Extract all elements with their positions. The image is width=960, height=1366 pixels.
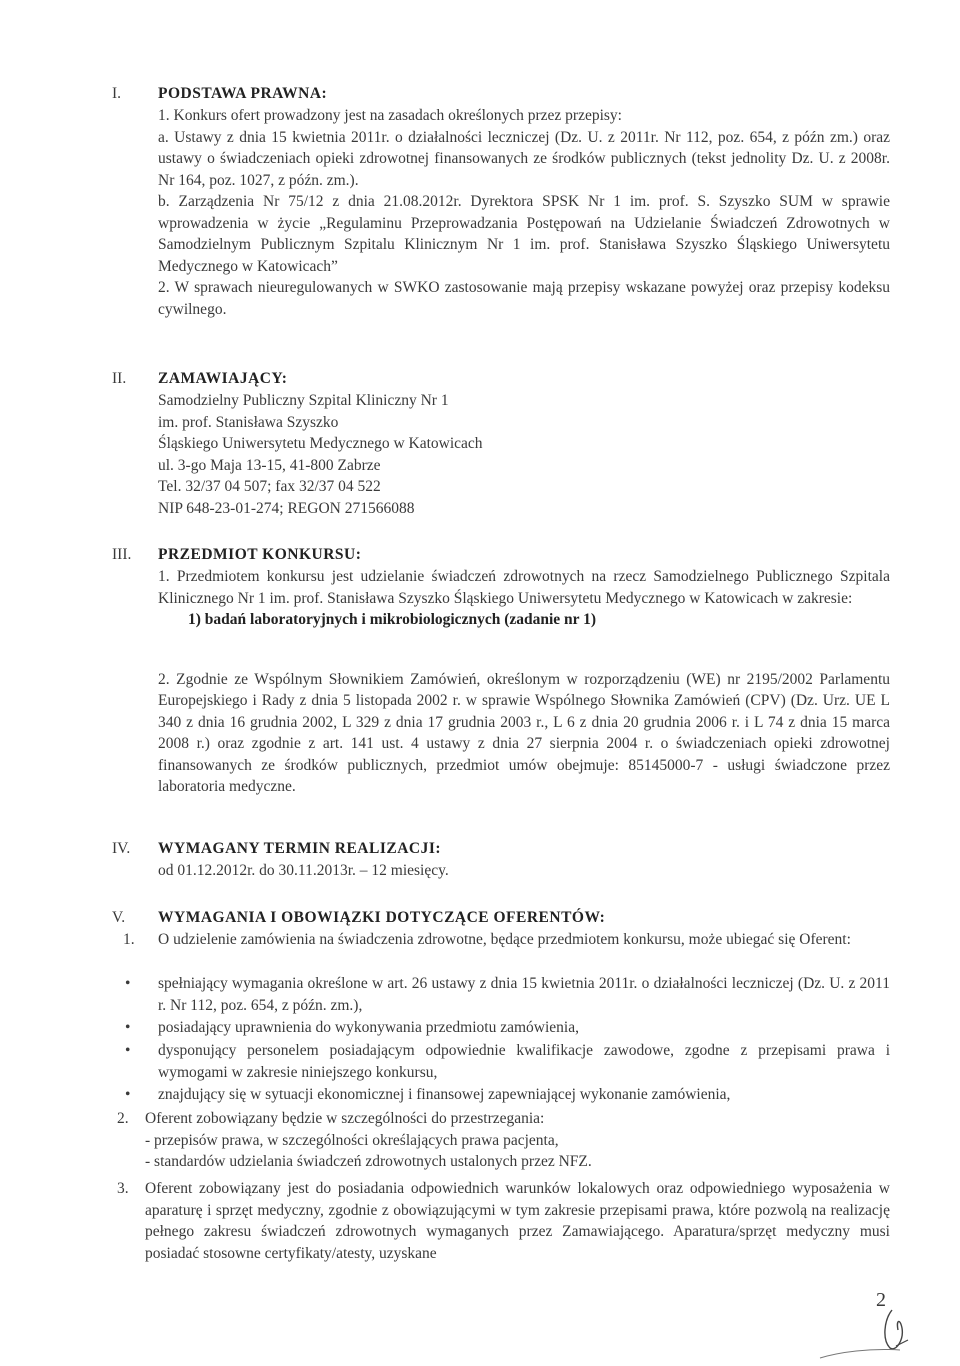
item-text: spełniający wymagania określone w art. 26 ustawy z dnia 15 kwietnia 2011r. o działalności leczniczej (Dz. U. z 2011 r. Nr 112, poz. 654, z późn. zm.), — [158, 975, 890, 1014]
list-item — [115, 1084, 890, 1106]
contact-line: NIP 648-23-01-274; REGON 271566088 — [158, 499, 415, 517]
item-text: znajdujący się w sytuacji ekonomicznej i finansowej zapewniającej wykonanie zamówienia, — [158, 1086, 731, 1103]
section-4-number: IV. — [112, 840, 131, 857]
section-5-heading: WYMAGANIA I OBOWIĄZKI DOTYCZĄCE OFERENTÓW: — [158, 909, 606, 926]
section-3-scope: 1) badań laboratoryjnych i mikrobiologicznych (zadanie nr 1) — [188, 611, 597, 628]
section-3-item-1: 1. Przedmiotem konkursu jest udzielanie świadczeń zdrowotnych na rzecz Samodzielnego Publicznego Szpitala Klinicznego Nr 1 im. prof. Stanisława Szyszko Śląskiego Uniwersytetu Medycznego w Katowicach w zakresie: — [158, 568, 890, 607]
section-5-number: V. — [112, 909, 126, 926]
section-1-body — [158, 105, 890, 320]
section-5-item-1 — [115, 929, 890, 951]
bullet: • — [125, 975, 131, 992]
section-1-number: I. — [112, 85, 122, 102]
list-item — [115, 1040, 890, 1083]
section-1-item-a: a. Ustawy z dnia 15 kwietnia 2011r. o działalności leczniczej (Dz. U. z 2011r. Nr 112, poz. 654, z późn zm.) oraz ustawy o świadczeniach opieki zdrowotnej finansowanych ze środków publicznych (tekst jednolity Dz. U. z 2008r. Nr 164, poz. 1027, z późn. zm.). — [158, 128, 890, 189]
contact-line: ul. 3-go Maja 13-15, 41-800 Zabrze — [158, 456, 381, 474]
section-3-body — [158, 566, 890, 798]
section-3-item-2: 2. Zgodnie ze Wspólnym Słownikiem Zamówień, określonym w rozporządzeniu (WE) nr 2195/2002 Parlamentu Europejskiego i Rady z dnia 5 listopada 2002 r. w sprawie Wspólnego Słownika Zamówień (CPV) (Dz. Urz. UE L 340 z dnia 16 grudnia 2002, L 329 z dnia 17 grudnia 2003 r., L 6 z dnia 20 grudnia 2006 r. i L 74 z dnia 15 marca 2008 r.) oraz zgodnie z art. 141 ust. 4 ustawy z dnia 27 sierpnia 2004 r. o świadczeniach opieki zdrowotnej finansowanych ze środków publicznych, przedmiot umów obejmuje: 85145000-7 - usługi świadczone przez laboratoria medyczne. — [158, 670, 890, 795]
section-1-item-b: b. Zarządzenia Nr 75/12 z dnia 21.08.2012r. Dyrektora SPSK Nr 1 im. prof. S. Szyszko SUM w sprawie wprowadzenia w życie „Regulaminu Przeprowadzania Postępowań na Udzielanie Świadczeń Zdrowotnych w Samodzielnym Publicznym Szpitalu Klinicznym Nr 1 im. prof. Stanisława Szyszko Śląskiego Uniwersytetu Medycznego w Katowicach” — [158, 193, 890, 275]
contact-line: im. prof. Stanisława Szyszko — [158, 413, 339, 431]
section-3-number: III. — [112, 546, 132, 563]
item-text: dysponujący personelem posiadającym odpowiednie kwalifikacje zawodowe, zgodne z przepisami prawa i wymogami w zakresie niniejszego konkursu, — [158, 1042, 890, 1081]
section-2-body — [158, 390, 890, 519]
contact-line: Samodzielny Publiczny Szpital Kliniczny Nr 1 — [158, 392, 449, 409]
section-4-body: od 01.12.2012r. do 30.11.2013r. – 12 miesięcy. — [158, 862, 449, 879]
list-item — [115, 1017, 890, 1039]
item-text: Oferent zobowiązany będzie w szczególności do przestrzegania: — [145, 1110, 545, 1127]
item-subline: - standardów udzielania świadczeń zdrowotnych ustalonych przez NFZ. — [145, 1153, 592, 1170]
item-number: 2. — [117, 1110, 129, 1127]
signature-icon — [800, 1300, 920, 1360]
section-1-item-2: 2. W sprawach nieuregulowanych w SWKO zastosowanie mają przepisy wskazane powyżej oraz przepisy kodeksu cywilnego. — [158, 279, 890, 318]
section-4-heading: WYMAGANY TERMIN REALIZACJI: — [158, 840, 442, 857]
item-text: O udzielenie zamówienia na świadczenia zdrowotne, będące przedmiotem konkursu, może ubiegać się Oferent: — [158, 931, 851, 948]
section-1-item-1: 1. Konkurs ofert prowadzony jest na zasadach określonych przez przepisy: — [158, 107, 622, 124]
item-text: posiadający uprawnienia do wykonywania przedmiotu zamówienia, — [158, 1019, 579, 1036]
bullet: • — [125, 1019, 131, 1036]
bullet: • — [125, 1086, 131, 1103]
item-number: 3. — [117, 1180, 129, 1197]
bullet: • — [125, 1042, 131, 1059]
section-5-item-3 — [115, 1178, 890, 1264]
item-subline: - przepisów prawa, w szczególności określających prawa pacjenta, — [145, 1131, 559, 1149]
section-2-heading: ZAMAWIAJĄCY: — [158, 370, 288, 387]
contact-line: Śląskiego Uniwersytetu Medycznego w Katowicach — [158, 435, 483, 452]
section-3-heading: PRZEDMIOT KONKURSU: — [158, 546, 362, 563]
section-2-number: II. — [112, 370, 127, 387]
page-number: 2 — [876, 1289, 886, 1311]
section-1-heading: PODSTAWA PRAWNA: — [158, 85, 328, 102]
item-text: Oferent zobowiązany jest do posiadania odpowiednich warunków lokalowych oraz odpowiedniego wyposażenia w aparaturę i sprzęt medyczny, zgodnie z obowiązującymi w tym zakresie przepisami prawa, które pozwolą na realizację pełnego zakresu świadczeń zdrowotnych wymaganych przez Zamawiającego. Aparatura/sprzęt medyczny musi posiadać stosowne certyfikaty/atesty, uzyskane — [145, 1180, 890, 1262]
item-number: 1. — [123, 931, 135, 948]
contact-line: Tel. 32/37 04 507; fax 32/37 04 522 — [158, 478, 381, 495]
section-5-item-2 — [115, 1108, 890, 1173]
list-item — [115, 973, 890, 1016]
